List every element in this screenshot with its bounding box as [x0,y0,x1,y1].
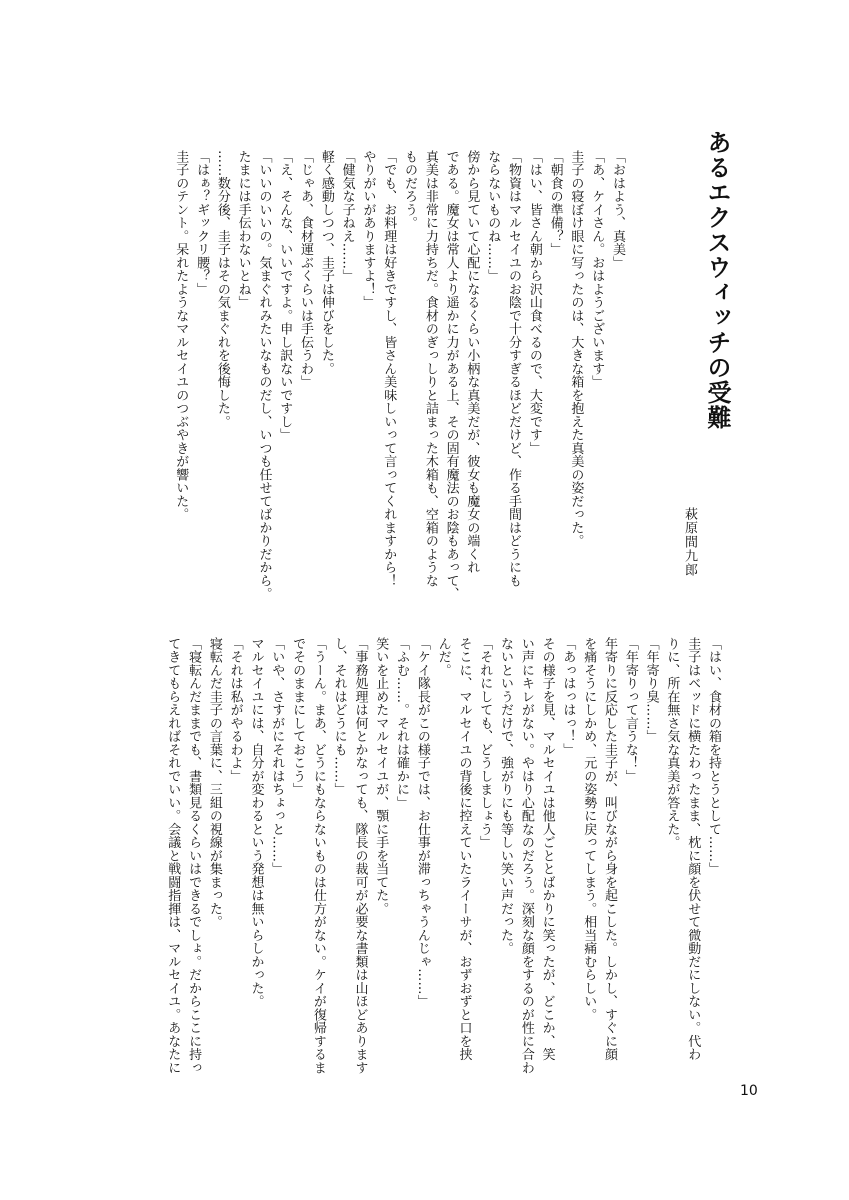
text-line: 圭子の寝ぼけ眼に写ったのは、大きな箱を抱えた真美の姿だった。 [568,150,584,548]
text-line: ……数分後、圭子はその気まぐれを後悔した。 [214,150,230,429]
text-line: 「年寄り臭……」 [643,637,659,743]
text-line: 「でも、お料理は好きですし、皆さん美味しいって言ってくれますから！ [381,150,397,588]
text-line: である。魔女は常人より遥かに力がある上、その固有魔法のお陰もあって、 [443,150,459,601]
text-line: 「あっはっはっ！」 [560,637,576,757]
text-line: 「事務処理は何とかなっても、隊長の裁可が必要な書類は山ほどあります [352,637,368,1075]
text-line: そこに、マルセイユの背後に控えていたライーサが、おずおずと口を挟 [456,637,472,1061]
text-line: 「年寄りって言うな！」 [622,637,638,783]
text-line: 「それは私がやるわよ」 [227,637,243,783]
text-line: マルセイユには、自分が変わるという発想は無いらしかった。 [248,637,264,1008]
text-line: んだ。 [435,637,451,677]
text-line: 圭子のテント。呆れたようなマルセイユのつぶやきが響いた。 [173,150,189,521]
text-line: 傍から見ていて心配になるくらい小柄な真美だが、彼女も魔女の端くれ [464,150,480,574]
text-line: でそのままにしておこう」 [290,637,306,796]
text-line: ならないものね……」 [485,150,501,283]
text-line: 「ふむ……。それは確かに」 [394,637,410,810]
text-line: やりがいがありますよ！」 [360,150,376,309]
text-line: 寝転んだ圭子の言葉に、三組の視線が集まった。 [206,637,222,929]
text-line: 「朝食の準備？」 [547,150,563,256]
text-line: てきてもらえればそれでいい。会議と戦闘指揮は、マルセイユ。あなたに [165,637,181,1075]
text-line: 「おはよう、真美」 [610,150,625,270]
text-line: 「はい、皆さん朝から沢山食べるので、大変です」 [526,150,542,455]
text-line: 圭子はベッドに横たわったまま、枕に顔を伏せて微動だにしない。代わ [685,637,701,1061]
text-line: 「それにしても、どうしましょう」 [477,637,493,849]
story-title: あるエクスウィッチの受難 [703,130,731,430]
lower-text-block [161,637,723,1107]
text-line: 「寝転んだままでも、書類見るくらいはできるでしょ。だからここに持っ [186,637,202,1075]
text-line: 「はぁ？ギックリ腰？」 [194,150,210,296]
text-line: 「物資はマルセイユのお陰で十分すぎるほどだけど、作る手間はどうにも [506,150,522,588]
text-line: 「いいのいいの。気まぐれみたいなものだし、いつも任せてばかりだから。 [256,150,272,601]
text-line: 笑いを止めたマルセイユが、顎に手を当てた。 [373,637,389,916]
text-line: 「うーん。まあ、どうにもならないものは仕方がない。ケイが復帰するま [310,637,326,1075]
text-line: りに、所在無さ気な真美が答えた。 [664,637,680,849]
text-line: 「じゃあ、食材運ぶくらいは手伝うわ」 [298,150,314,389]
text-line: 「ケイ隊長がこの様子では、お仕事が滞っちゃうんじゃ……」 [414,637,430,1008]
text-line: い声にキレがない。やはり心配なのだろう。深刻な顔をするのが性に合わ [518,637,534,1075]
text-line: ものだろう。 [402,150,418,230]
text-line: たまには手伝わないとね」 [235,150,251,309]
text-line: 「健気な子ねえ……」 [339,150,355,283]
author-name: 萩原間九郎 [682,507,697,577]
text-line: 「はい、食材の箱を持とうとして……」 [706,637,721,876]
text-line: ないというだけで、強がりにも等しい笑い声だった。 [498,637,514,955]
page-number: 10 [740,1083,758,1099]
text-line: 年寄りに反応した圭子が、叫びながら身を起こした。しかし、すぐに顔 [602,637,618,1061]
text-line: 「いや、さすがにそれはちょっと……」 [269,637,285,876]
text-line: 軽く感動しつつ、圭子は伸びをした。 [318,150,334,376]
upper-text-block [169,150,627,620]
text-line: し、それはどうにも……」 [331,637,347,796]
text-line: 真美は非常に力持ちだ。食材のぎっしりと詰まった木箱も、空箱のような [422,150,438,588]
text-line: その様子を見、マルセイユは他人ごととばかりに笑ったが、どこか、笑 [539,637,555,1061]
text-line: 「え、そんな、いいですよ。申し訳ないですし」 [277,150,293,442]
text-line: 「あ、ケイさん。おはようございます」 [589,150,605,389]
text-line: を痛そうにしかめ、元の姿勢に戻ってしまう。相当痛むらしい。 [581,637,597,1022]
